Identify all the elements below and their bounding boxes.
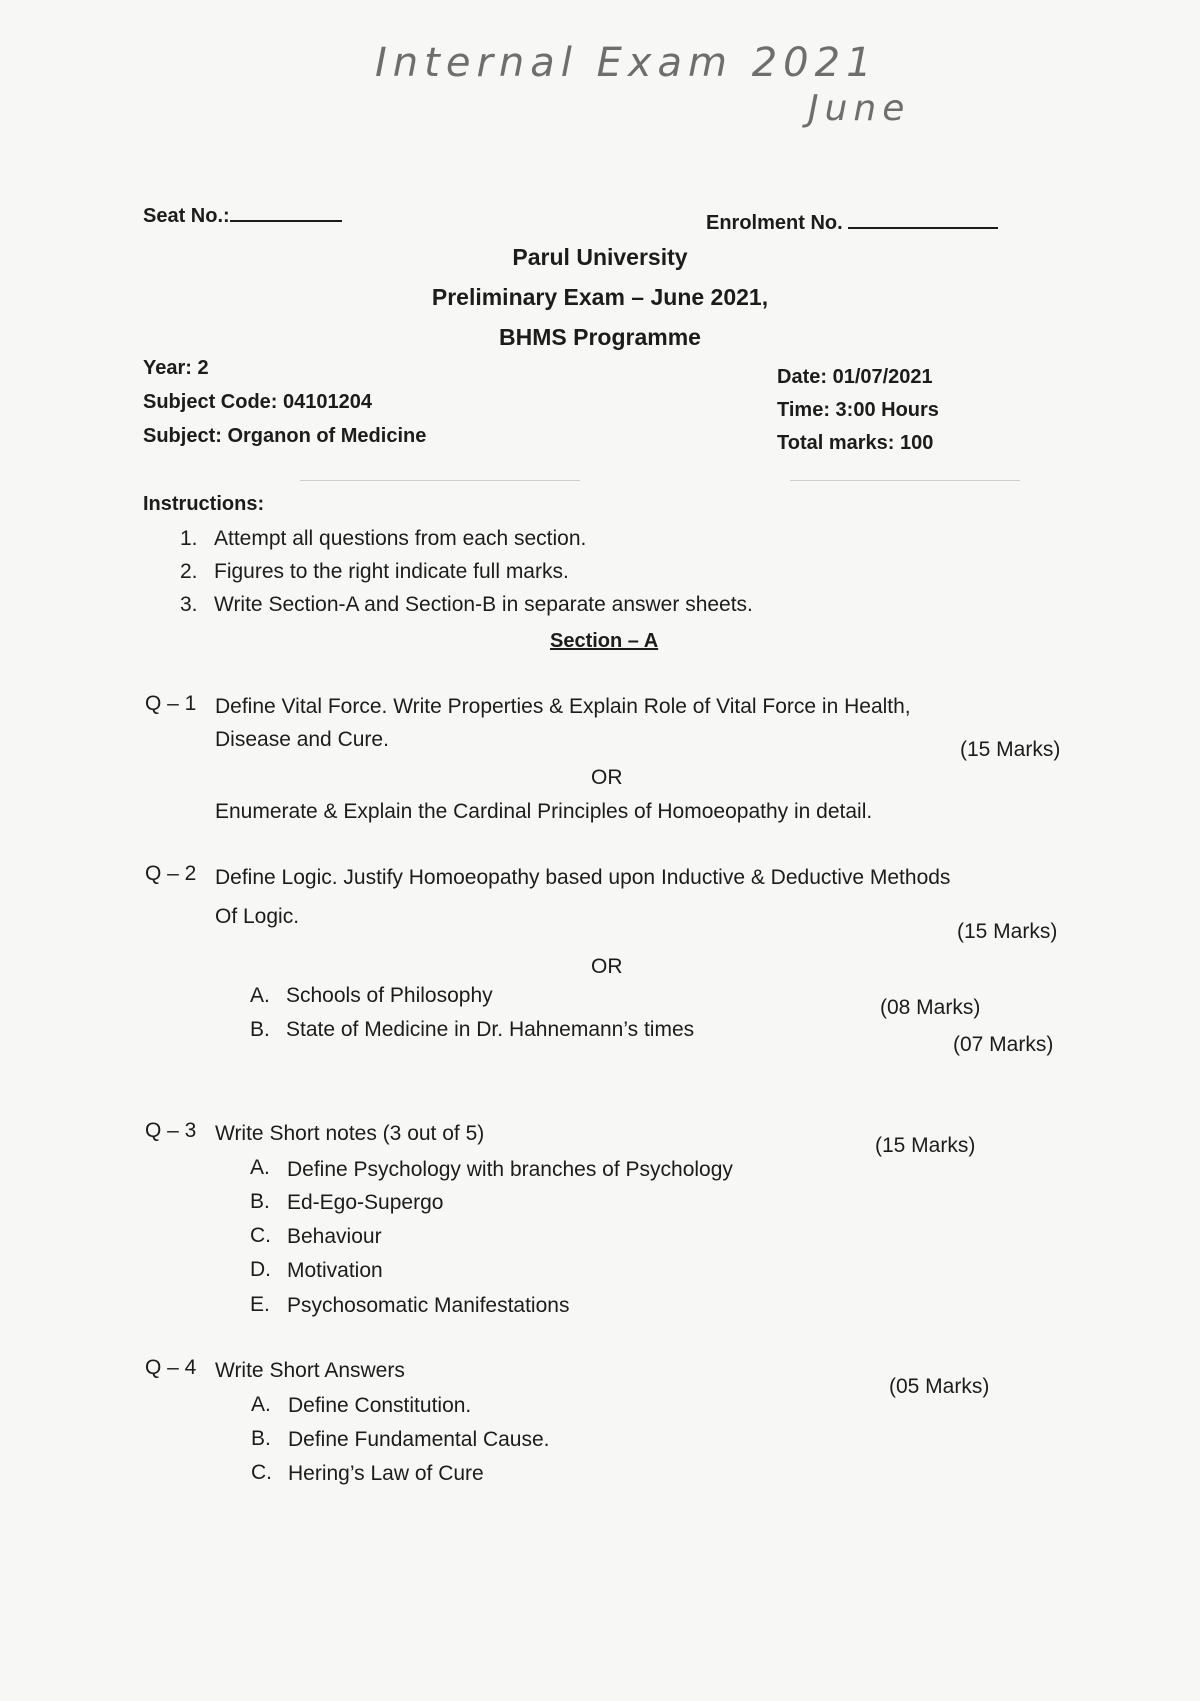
question-number: Q – 2 <box>145 862 197 885</box>
instructions-title: Instructions: <box>143 493 265 515</box>
university-name: Parul University <box>512 244 688 270</box>
exam-title: Preliminary Exam – June 2021, <box>431 284 769 310</box>
sub-item-text: Ed-Ego-Supergo <box>287 1191 444 1214</box>
instruction-number: 2. <box>180 560 198 583</box>
question-alt-text: Enumerate & Explain the Cardinal Principles of Homoeopathy in detail. <box>215 800 873 823</box>
divider-right <box>790 480 1020 481</box>
question-text: Define Logic. Justify Homoeopathy based upon Inductive & Deductive Methods <box>215 866 951 889</box>
sub-item-letter: D. <box>250 1258 271 1281</box>
question-text: Disease and Cure. <box>215 728 389 751</box>
seat-number-label: Seat No.: <box>143 205 230 227</box>
question-text: Write Short Answers <box>215 1359 405 1382</box>
handwritten-note-line2: June <box>808 88 911 129</box>
sub-item-text: Behaviour <box>287 1225 382 1248</box>
sub-item-letter: C. <box>250 1224 271 1247</box>
sub-item-text: Psychosomatic Manifestations <box>287 1294 570 1317</box>
question-marks: (15 Marks) <box>957 920 1058 943</box>
sub-item-text: Define Fundamental Cause. <box>288 1428 550 1451</box>
enrolment-number-blank <box>848 227 998 229</box>
exam-date: Date: 01/07/2021 <box>777 366 933 388</box>
handwritten-note-line1: Internal Exam 2021 <box>375 40 878 86</box>
divider-left <box>300 480 580 481</box>
sub-item-text: State of Medicine in Dr. Hahnemann’s times <box>286 1018 695 1041</box>
subject: Subject: Organon of Medicine <box>143 425 427 447</box>
exam-time: Time: 3:00 Hours <box>777 399 939 421</box>
question-text: Define Vital Force. Write Properties & Explain Role of Vital Force in Health, <box>215 695 911 718</box>
sub-item-letter: B. <box>250 1018 270 1041</box>
question-number: Q – 3 <box>145 1119 197 1142</box>
question-text: Of Logic. <box>215 905 300 928</box>
instruction-text: Write Section-A and Section-B in separate answer sheets. <box>214 593 753 616</box>
sub-item-letter: A. <box>250 1156 270 1179</box>
section-title: Section – A <box>550 630 659 652</box>
sub-item-marks: (08 Marks) <box>880 996 981 1019</box>
question-number: Q – 4 <box>145 1356 197 1379</box>
programme-title: BHMS Programme <box>499 324 701 350</box>
sub-item-letter: A. <box>251 1393 271 1416</box>
sub-item-text: Define Constitution. <box>288 1394 472 1417</box>
sub-item-letter: B. <box>250 1190 270 1213</box>
sub-item-text: Motivation <box>287 1259 383 1282</box>
sub-item-letter: E. <box>250 1293 270 1316</box>
sub-item-letter: C. <box>251 1461 272 1484</box>
subject-code: Subject Code: 04101204 <box>143 391 372 413</box>
question-marks: (15 Marks) <box>875 1134 976 1157</box>
enrolment-number-label: Enrolment No. <box>706 212 843 234</box>
question-marks: (15 Marks) <box>960 738 1061 761</box>
sub-item-text: Schools of Philosophy <box>286 984 493 1007</box>
instruction-number: 3. <box>180 593 198 616</box>
instruction-number: 1. <box>180 527 198 550</box>
sub-item-letter: A. <box>250 984 270 1007</box>
enrolment-number-field <box>706 212 998 235</box>
question-marks: (05 Marks) <box>889 1375 990 1398</box>
sub-item-letter: B. <box>251 1427 271 1450</box>
seat-number-field <box>143 205 342 228</box>
instruction-text: Attempt all questions from each section. <box>214 527 587 550</box>
sub-item-marks: (07 Marks) <box>953 1033 1054 1056</box>
seat-number-blank <box>230 220 342 222</box>
instruction-text: Figures to the right indicate full marks. <box>214 560 569 583</box>
or-label: OR <box>591 955 623 978</box>
year: Year: 2 <box>143 357 209 379</box>
or-label: OR <box>591 766 623 789</box>
question-text: Write Short notes (3 out of 5) <box>215 1122 485 1145</box>
sub-item-text: Hering’s Law of Cure <box>288 1462 484 1485</box>
sub-item-text: Define Psychology with branches of Psychology <box>287 1158 733 1181</box>
question-number: Q – 1 <box>145 692 197 715</box>
total-marks: Total marks: 100 <box>777 432 934 454</box>
